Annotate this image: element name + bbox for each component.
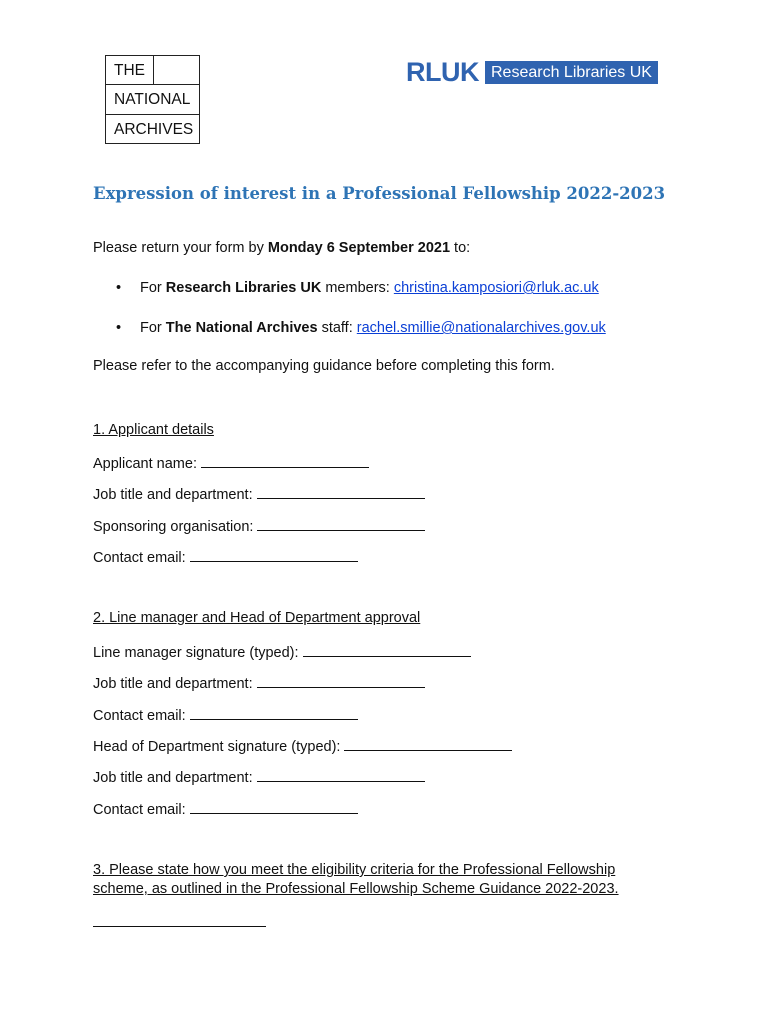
field-label: Line manager signature (typed): xyxy=(93,645,299,661)
bullet-icon: • xyxy=(116,320,122,336)
tna-logo-the: THE xyxy=(105,55,154,85)
intro-suffix: to: xyxy=(450,240,471,256)
field-label: Sponsoring organisation: xyxy=(93,519,254,535)
list-item xyxy=(116,280,599,296)
form-field xyxy=(93,453,369,472)
form-field xyxy=(93,642,471,661)
guidance-note: Please refer to the accompanying guidance before completing this form. xyxy=(93,358,555,374)
field-label: Job title and department: xyxy=(93,487,253,503)
rluk-logo xyxy=(406,57,658,87)
field-label: Contact email: xyxy=(93,802,186,818)
field-label: Applicant name: xyxy=(93,456,197,472)
field-label: Job title and department: xyxy=(93,770,253,786)
section-1-heading: 1. Applicant details xyxy=(93,422,214,438)
email-link-tna[interactable]: rachel.smillie@nationalarchives.gov.uk xyxy=(356,320,606,336)
form-field xyxy=(93,516,425,535)
recipient-org: The National Archives xyxy=(165,320,318,336)
section-2-heading: 2. Line manager and Head of Department approval xyxy=(93,610,421,626)
form-field xyxy=(93,547,358,566)
rluk-logo-name: Research Libraries UK xyxy=(485,61,658,84)
intro-deadline: Monday 6 September 2021 xyxy=(267,240,451,256)
tna-logo-national: NATIONAL xyxy=(105,84,200,115)
email-link-rluk[interactable]: christina.kamposiori@rluk.ac.uk xyxy=(393,280,599,296)
form-field xyxy=(93,673,425,692)
list-item xyxy=(116,320,606,336)
job-title-field[interactable] xyxy=(257,484,425,499)
recipient-org: Research Libraries UK xyxy=(165,280,322,296)
form-field xyxy=(93,484,425,503)
eligibility-answer-field[interactable] xyxy=(93,926,266,927)
intro-prefix: Please return your form by xyxy=(93,240,268,256)
section-3-heading-line1: 3. Please state how you meet the eligibility criteria for the Professional Fellowship xyxy=(93,862,616,878)
recipient-middle: staff: xyxy=(317,320,357,336)
line-manager-email-field[interactable] xyxy=(190,705,358,720)
head-of-department-signature-field[interactable] xyxy=(344,736,512,751)
contact-email-field[interactable] xyxy=(190,547,358,562)
field-label: Job title and department: xyxy=(93,676,253,692)
tna-logo-archives: ARCHIVES xyxy=(105,114,200,144)
intro-line xyxy=(93,240,470,256)
document-title: Expression of interest in a Professional Fellowship 2022-2023 xyxy=(93,184,666,203)
section-3-heading-line2: scheme, as outlined in the Professional Fellowship Scheme Guidance 2022-2023. xyxy=(93,881,619,897)
head-of-department-email-field[interactable] xyxy=(190,799,358,814)
line-manager-signature-field[interactable] xyxy=(303,642,471,657)
field-label: Contact email: xyxy=(93,708,186,724)
applicant-name-field[interactable] xyxy=(201,453,369,468)
head-of-department-job-title-field[interactable] xyxy=(257,767,425,782)
recipient-prefix: For xyxy=(140,280,166,296)
recipient-prefix: For xyxy=(140,320,166,336)
rluk-logo-mark: RLUK xyxy=(406,57,479,87)
form-field xyxy=(93,767,425,786)
form-field xyxy=(93,705,358,724)
form-field xyxy=(93,736,512,755)
tna-logo-empty-cell xyxy=(153,55,200,85)
recipient-middle: members: xyxy=(321,280,394,296)
sponsoring-org-field[interactable] xyxy=(257,516,425,531)
line-manager-job-title-field[interactable] xyxy=(257,673,425,688)
bullet-icon: • xyxy=(116,280,122,296)
form-field xyxy=(93,799,358,818)
field-label: Contact email: xyxy=(93,550,186,566)
tna-logo xyxy=(105,55,200,144)
field-label: Head of Department signature (typed): xyxy=(93,739,341,755)
